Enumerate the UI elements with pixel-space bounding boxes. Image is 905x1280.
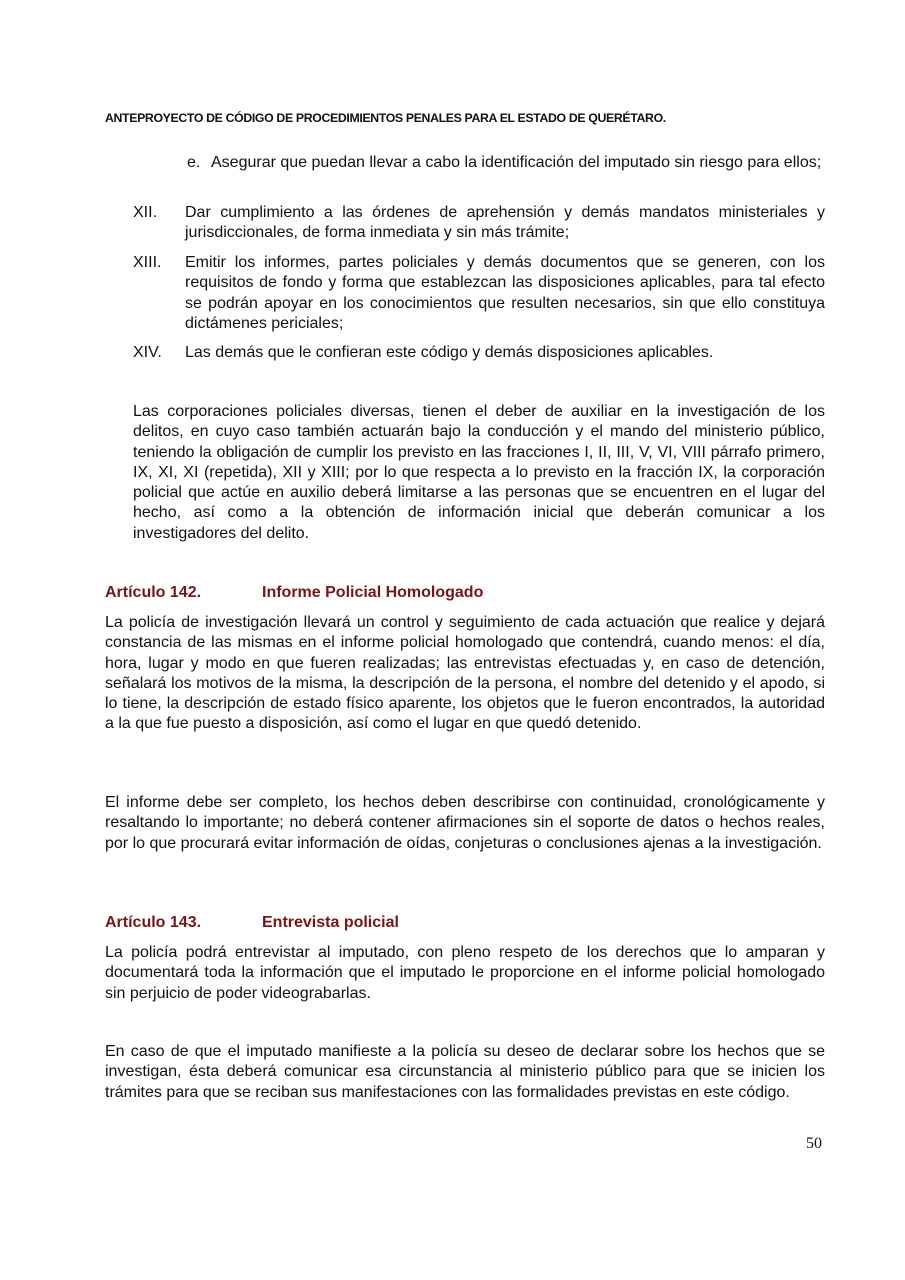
- list-item-label: e.: [187, 154, 201, 171]
- list-item: [133, 343, 825, 363]
- article-number: Artículo 143.: [105, 914, 202, 931]
- paragraph: La policía podrá entrevistar al imputado, con pleno respeto de los derechos que lo amparan y documentará toda la información que el imputado le proporcione en el informe policial homologado sin perjuicio de poder videograbarlas.: [105, 944, 825, 1002]
- list-item: [133, 253, 825, 334]
- list-item: [133, 203, 825, 244]
- list-item: [187, 153, 827, 173]
- list-item-label: XIV.: [133, 344, 162, 361]
- article-title: Entrevista policial: [262, 914, 399, 931]
- list-item-label: XII.: [133, 204, 158, 221]
- list-item-text: Emitir los informes, partes policiales y demás documentos que se generen, con los requisitos de fondo y forma que establezcan las disposiciones aplicables, para tal efecto se podrán apoyar en los conocimientos que resulten necesarios, sin que ello constituya dictámenes periciales;: [185, 254, 825, 332]
- paragraph: Las corporaciones policiales diversas, tienen el deber de auxiliar en la investigación de los delitos, en cuyo caso también actuarán bajo la conducción y el mando del ministerio público, teniendo la obligación de cumplir los previsto en las fracciones I, II, III, V, VI, VIII párrafo primero, IX, XI, XI (repetida), XII y XIII; por lo que respecta a lo previsto en la fracción IX, la corporación policial que actúe en auxilio deberá limitarse a las personas que se encuentren en el lugar del hecho, así como a la obtención de información inicial que deberán comunicar a los investigadores del delito.: [133, 403, 825, 542]
- list-item-label: XIII.: [133, 254, 162, 271]
- document-header: ANTEPROYECTO DE CÓDIGO DE PROCEDIMIENTOS PENALES PARA EL ESTADO DE QUERÉTARO.: [105, 111, 666, 125]
- list-item-text: Asegurar que puedan llevar a cabo la identificación del imputado sin riesgo para ellos;: [211, 154, 822, 171]
- paragraph: La policía de investigación llevará un control y seguimiento de cada actuación que realice y dejará constancia de las mismas en el informe policial homologado que contendrá, cuando menos: el día, hora, lugar y modo en que fueren realizadas; las entrevistas efectuadas y, en caso de detención, señalará los motivos de la misma, la descripción de la persona, el nombre del detenido y el apodo, si lo tiene, la descripción de estado físico aparente, los objetos que le fueron encontrados, la autoridad a la que fue puesto a disposición, así como el lugar en que quedó detenido.: [105, 614, 825, 733]
- article-number: Artículo 142.: [105, 584, 202, 601]
- paragraph: El informe debe ser completo, los hechos deben describirse con continuidad, cronológicamente y resaltando lo importante; no deberá contener afirmaciones sin el soporte de datos o hechos reales, por lo que procurará evitar información de oídas, conjeturas o conclusiones ajenas a la investigación.: [105, 794, 825, 852]
- paragraph: En caso de que el imputado manifieste a la policía su deseo de declarar sobre los hechos que se investigan, ésta deberá comunicar esa circunstancia al ministerio público para que se inicien los trámites para que se reciban sus manifestaciones con las formalidades previstas en este código.: [105, 1043, 825, 1101]
- list-item-text: Dar cumplimiento a las órdenes de aprehensión y demás mandatos ministeriales y jurisdiccionales, de forma inmediata y sin más trámite;: [185, 204, 825, 242]
- list-item-text: Las demás que le confieran este código y demás disposiciones aplicables.: [185, 344, 714, 361]
- article-title: Informe Policial Homologado: [262, 584, 484, 601]
- page-number: 50: [806, 1135, 822, 1152]
